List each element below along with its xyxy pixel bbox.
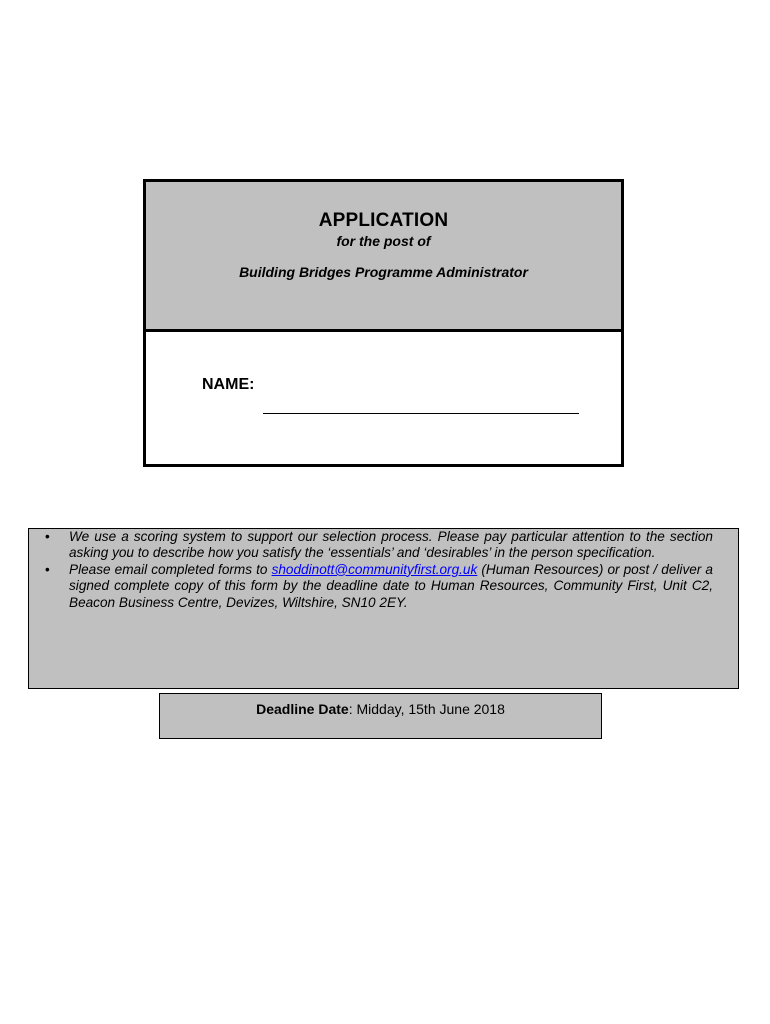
scoring-instruction-text: We use a scoring system to support our selection process. Please pay particular attention to the section asking you to describe how you satisfy the ‘essentials’ and ‘desirables’ in the person specification. [69,529,713,561]
application-title: APPLICATION [318,210,449,231]
deadline-box [159,693,602,739]
email-link[interactable]: shoddinott@communityfirst.org.uk [271,561,478,577]
instructions-list [41,529,713,611]
submission-instruction-text-continued: (Human Resources) or post / deliver a signed complete copy of this form by the deadline date to Human Resources, Community First, Unit C2, Beacon Business Centre, Devizes, Wiltshire, SN10 2EY. [69,561,713,610]
deadline-value: : Midday, 15th June 2018 [348,701,505,717]
instructions-box [28,528,739,689]
application-header [146,182,621,332]
list-item [41,562,713,611]
submission-instruction-text: Please email completed forms to [69,561,272,577]
application-box [143,179,624,467]
post-title: Building Bridges Programme Administrator [239,264,528,280]
deadline-label: Deadline Date [256,701,349,717]
name-field-line[interactable] [263,413,579,414]
bullet-icon: • [45,529,50,544]
name-label: NAME: [202,376,255,393]
bullet-icon: • [45,561,50,577]
application-subtitle: for the post of [336,233,431,249]
list-item [41,529,713,562]
